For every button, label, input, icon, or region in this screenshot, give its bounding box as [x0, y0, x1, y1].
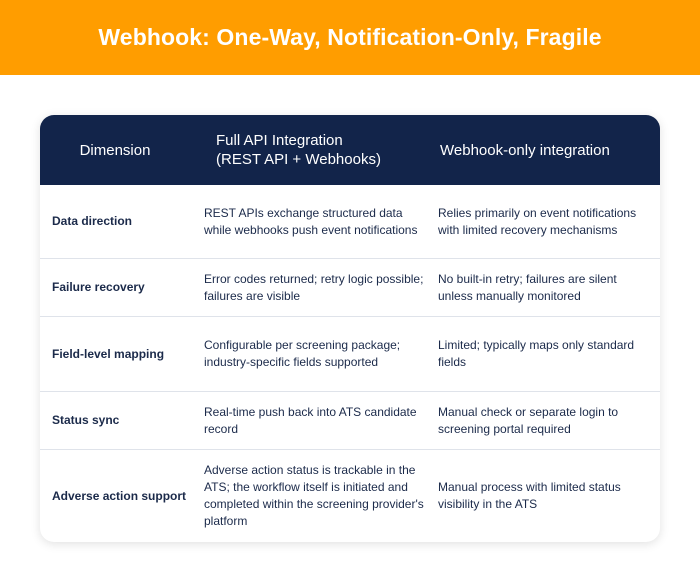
table-row	[40, 392, 660, 450]
table-row	[40, 450, 660, 542]
row-webhook-only: Limited; typically maps only standard fields	[438, 338, 635, 369]
row-full-api: Adverse action status is trackable in the ATS; the workflow itself is initiated and completed within the screening provider's platform	[204, 463, 424, 528]
row-dimension: Status sync	[52, 413, 120, 427]
table-row	[40, 185, 660, 259]
table-row	[40, 259, 660, 317]
row-webhook-only: No built-in retry; failures are silent unless manually monitored	[438, 271, 617, 303]
title-banner	[0, 0, 700, 75]
row-dimension: Adverse action support	[52, 488, 187, 503]
row-dimension: Field-level mapping	[52, 346, 165, 361]
row-full-api: REST APIs exchange structured data while webhooks push event notifications	[204, 205, 418, 237]
comparison-table	[40, 115, 660, 542]
header-full-api-line1: Full API Integration	[216, 132, 343, 149]
row-full-api: Real-time push back into ATS candidate record	[204, 404, 417, 436]
row-webhook-only: Manual check or separate login to screening portal required	[438, 404, 619, 436]
header-webhook-only: Webhook-only integration	[440, 141, 610, 159]
table-header	[40, 115, 660, 185]
header-full-api	[216, 115, 436, 185]
row-full-api: Configurable per screening package; industry-specific fields supported	[204, 338, 401, 369]
page-title: Webhook: One-Way, Notification-Only, Fragile	[98, 24, 602, 50]
row-full-api: Error codes returned; retry logic possible; failures are visible	[204, 271, 424, 303]
header-full-api-line2: (REST API + Webhooks)	[216, 151, 381, 168]
header-dimension: Dimension	[79, 141, 151, 159]
row-dimension: Data direction	[52, 214, 133, 228]
row-webhook-only: Relies primarily on event notifications with limited recovery mechanisms	[438, 205, 637, 237]
table-row	[40, 317, 660, 392]
row-dimension: Failure recovery	[52, 280, 145, 294]
row-webhook-only: Manual process with limited status visibility in the ATS	[438, 480, 621, 511]
